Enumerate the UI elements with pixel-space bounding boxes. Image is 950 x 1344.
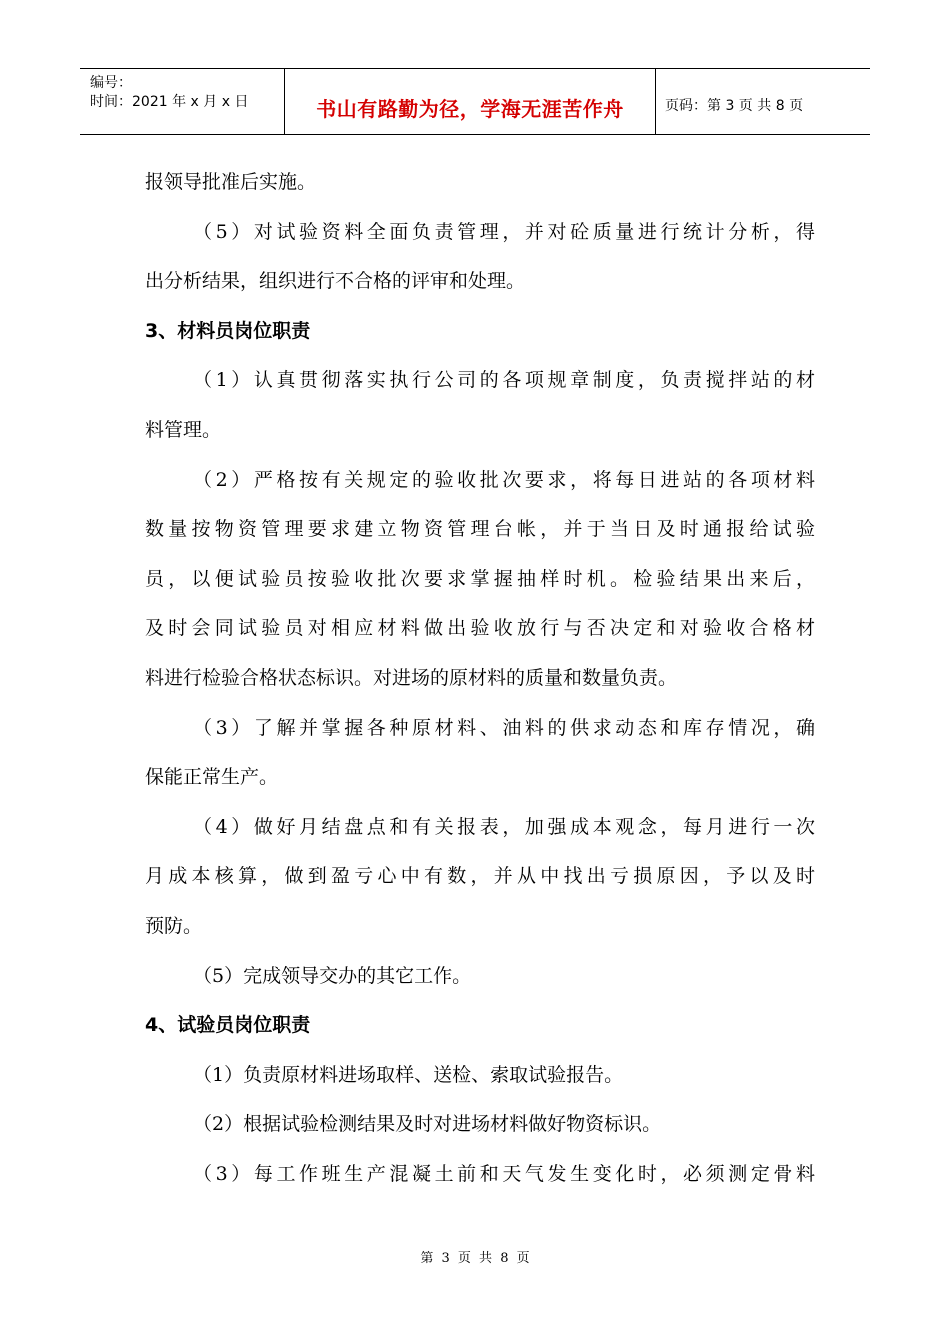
paragraph-line: 及时会同试验员对相应材料做出验收放行与否决定和对验收合格材 xyxy=(145,617,815,640)
paragraph-line: 预防。 xyxy=(145,914,203,937)
paragraph-line: （1）负责原材料进场取样、送检、索取试验报告。 xyxy=(193,1063,624,1086)
paragraph-line: 料进行检验合格状态标识。对进场的原材料的质量和数量负责。 xyxy=(145,666,678,689)
paragraph-line: （2）严格按有关规定的验收批次要求，将每日进站的各项材料 xyxy=(193,468,815,491)
page-footer: 第 3 页 共 8 页 xyxy=(420,1251,530,1266)
paragraph-line: （5）对试验资料全面负责管理，并对砼质量进行统计分析，得 xyxy=(193,220,815,243)
paragraph-line: （3）了解并掌握各种原材料、油料的供求动态和库存情况，确 xyxy=(193,716,815,739)
header-meta xyxy=(80,69,284,134)
document-body xyxy=(145,158,815,1199)
paragraph-line: 保能正常生产。 xyxy=(145,766,279,789)
paragraph-line: 料管理。 xyxy=(145,418,222,441)
header-motto: 书山有路勤为径，学海无涯苦作舟 xyxy=(316,97,624,121)
section-heading: 3、材料员岗位职责 xyxy=(145,319,311,342)
paragraph-line: （1）认真贯彻落实执行公司的各项规章制度，负责搅拌站的材 xyxy=(193,369,815,392)
paragraph-line: 数量按物资管理要求建立物资管理台帐，并于当日及时通报给试验 xyxy=(145,518,815,541)
header-page-cell xyxy=(656,69,870,134)
document-number-label: 编号： xyxy=(90,75,132,91)
paragraph-line: 报领导批准后实施。 xyxy=(145,171,317,193)
header-page-code: 页码：第 3 页 共 8 页 xyxy=(665,98,804,114)
document-time-label: 时间：2021 年 x 月 x 日 xyxy=(90,94,249,110)
paragraph-line: （2）根据试验检测结果及时对进场材料做好物资标识。 xyxy=(193,1113,662,1136)
paragraph-line: 月成本核算，做到盈亏心中有数，并从中找出亏损原因，予以及时 xyxy=(145,865,815,888)
paragraph-line: （3）每工作班生产混凝土前和天气发生变化时，必须测定骨料 xyxy=(193,1162,815,1185)
paragraph-line: 出分析结果，组织进行不合格的评审和处理。 xyxy=(145,270,526,293)
header-motto-cell xyxy=(284,69,656,134)
paragraph-line: 员，以便试验员按验收批次要求掌握抽样时机。检验结果出来后， xyxy=(145,567,815,590)
paragraph-line: （4）做好月结盘点和有关报表，加强成本观念，每月进行一次 xyxy=(193,815,815,838)
paragraph-line: （5）完成领导交办的其它工作。 xyxy=(193,964,472,987)
page-header xyxy=(80,68,870,135)
section-heading: 4、试验员岗位职责 xyxy=(145,1014,311,1037)
